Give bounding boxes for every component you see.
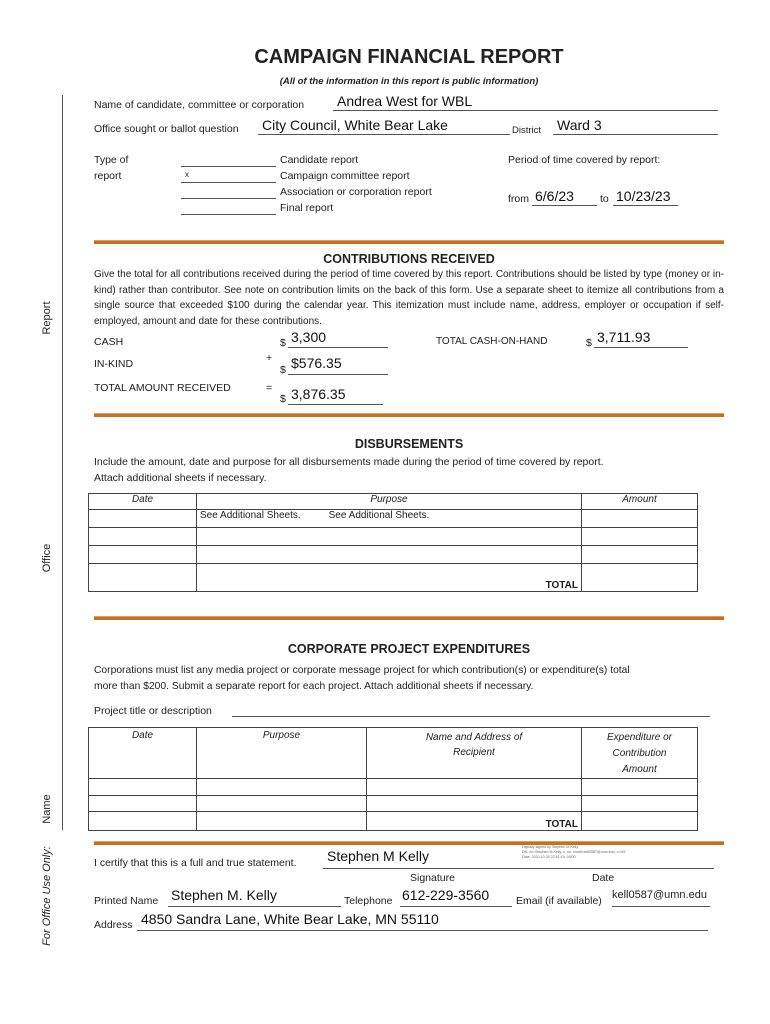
total-amount-cell[interactable]	[582, 812, 698, 831]
purpose-cell[interactable]	[197, 812, 367, 831]
purpose-cell[interactable]	[197, 779, 367, 796]
column-header-amount: Amount	[582, 494, 698, 510]
side-label-office: Office	[41, 543, 53, 573]
type-label-2: report	[94, 170, 122, 182]
date-cell[interactable]	[89, 528, 197, 546]
email-line	[612, 906, 710, 907]
printed-name-field[interactable]: Stephen M. Kelly	[171, 887, 277, 903]
project-title-field[interactable]	[232, 716, 710, 717]
section-divider	[94, 413, 724, 417]
date-cell[interactable]	[89, 546, 197, 564]
amount-cell[interactable]	[582, 546, 698, 564]
corporate-instructions-1: Corporations must list any media project or corporate message project for which contribution(s) or expenditure(s) total	[94, 665, 630, 676]
table-row	[89, 796, 698, 812]
total-amount-cell[interactable]	[582, 564, 698, 592]
printed-name-label: Printed Name	[94, 895, 159, 907]
telephone-field[interactable]: 612-229-3560	[402, 887, 490, 903]
purpose-cell[interactable]	[197, 546, 582, 564]
name-label: Name of candidate, committee or corporation	[94, 99, 305, 111]
disbursements-heading: DISBURSEMENTS	[354, 437, 464, 451]
type-option-line[interactable]	[181, 166, 276, 167]
name-field[interactable]: Andrea West for WBL	[337, 93, 473, 109]
date-cell[interactable]	[89, 779, 197, 796]
office-use-divider	[62, 95, 63, 830]
disbursements-table	[88, 493, 698, 592]
disbursements-instructions-2: Attach additional sheets if necessary.	[94, 472, 267, 484]
amount-cell[interactable]	[582, 779, 698, 796]
plus-sign: +	[266, 352, 273, 364]
disbursements-instructions-1: Include the amount, date and purpose for all disbursements made during the period of time covered by report.	[94, 456, 604, 468]
column-header-date: Date	[89, 728, 197, 779]
side-label-report: Report	[41, 301, 53, 335]
cash-line	[288, 347, 388, 348]
type-option-association: Association or corporation report	[280, 186, 432, 198]
table-row	[89, 528, 698, 546]
project-title-label: Project title or description	[94, 705, 212, 717]
recipient-cell[interactable]	[367, 779, 582, 796]
name-field-line	[333, 110, 718, 111]
dollar-sign: $	[280, 337, 286, 349]
equals-sign: =	[266, 382, 273, 394]
section-divider	[94, 841, 724, 845]
address-field[interactable]: 4850 Sandra Lane, White Bear Lake, MN 55110	[141, 911, 439, 927]
amount-cell[interactable]	[582, 796, 698, 812]
inkind-field[interactable]: $576.35	[291, 355, 342, 371]
column-header-purpose: Purpose	[197, 728, 367, 779]
total-label-cell: TOTAL	[367, 812, 582, 831]
side-label-office-use: For Office Use Only:	[41, 846, 53, 946]
district-field-line	[553, 134, 718, 135]
type-option-campaign-committee: Campaign committee report	[280, 170, 410, 182]
cash-on-hand-label: TOTAL CASH-ON-HAND	[436, 336, 548, 347]
section-divider	[94, 616, 724, 620]
address-line	[137, 930, 708, 931]
table-header-row	[89, 494, 698, 510]
side-label-name: Name	[41, 794, 53, 824]
column-header-expenditure: Expenditure or Contribution Amount	[582, 728, 698, 779]
type-label-1: Type of	[94, 154, 129, 166]
district-field[interactable]: Ward 3	[557, 117, 602, 133]
recipient-cell[interactable]	[367, 796, 582, 812]
telephone-line	[400, 906, 512, 907]
period-label: Period of time covered by report:	[508, 154, 661, 166]
office-field-line	[258, 134, 510, 135]
period-from-field[interactable]: 6/6/23	[535, 188, 574, 204]
certify-statement: I certify that this is a full and true statement.	[94, 857, 297, 869]
email-field[interactable]: kell0587@umn.edu	[612, 889, 707, 901]
signature-label: Signature	[410, 872, 455, 884]
corporate-instructions-2: more than $200. Submit a separate report for each project. Attach additional sheets if necessary.	[94, 681, 534, 692]
contributions-heading: CONTRIBUTIONS RECEIVED	[323, 252, 495, 266]
purpose-cell[interactable]	[197, 528, 582, 546]
column-header-recipient: Name and Address of Recipient	[367, 728, 582, 779]
digital-signature-line: Date: 2023.10.26 22:41:19 -05'00'	[522, 855, 577, 859]
total-received-label: TOTAL AMOUNT RECEIVED	[94, 382, 231, 394]
office-field[interactable]: City Council, White Bear Lake	[262, 117, 448, 133]
digital-signature-stamp	[522, 845, 626, 860]
cash-label: CASH	[94, 336, 124, 348]
column-header-purpose: Purpose	[197, 494, 582, 510]
signature-field[interactable]: Stephen M Kelly	[327, 848, 429, 864]
page-title: CAMPAIGN FINANCIAL REPORT	[254, 46, 564, 68]
type-option-line[interactable]	[181, 214, 276, 215]
inkind-label: IN-KIND	[94, 358, 134, 370]
column-header-date: Date	[89, 494, 197, 510]
section-divider	[94, 240, 724, 244]
table-header-row	[89, 728, 698, 779]
type-option-candidate: Candidate report	[280, 154, 359, 166]
table-total-row	[89, 564, 698, 592]
contributions-instructions: Give the total for all contributions received during the period of time covered by this report. Contributions should be listed by type (money or in-kind) rather than contributor. See note on contribution limits on the back of this form. Use a separate sheet to itemize all contributions from a single source that exceeded $100 during the calendar year. This itemization must include name, address, employer or occupation if self-employed, amount and date for these contributions.	[94, 269, 724, 327]
office-label: Office sought or ballot question	[94, 123, 239, 135]
total-label-cell: TOTAL	[197, 564, 582, 592]
cash-on-hand-field[interactable]: 3,711.93	[597, 329, 651, 345]
address-label: Address	[94, 919, 133, 931]
printed-name-line	[168, 906, 341, 907]
corporate-table	[88, 727, 698, 831]
dollar-sign: $	[280, 364, 286, 376]
cash-field[interactable]: 3,300	[291, 329, 327, 345]
corporate-heading: CORPORATE PROJECT EXPENDITURES	[287, 642, 531, 656]
date-cell[interactable]	[89, 796, 197, 812]
purpose-cell[interactable]	[197, 796, 367, 812]
signature-line	[323, 868, 714, 869]
table-row	[89, 779, 698, 796]
date-label: Date	[592, 872, 615, 884]
date-cell[interactable]	[89, 812, 197, 831]
inkind-line	[288, 374, 388, 375]
table-total-row	[89, 812, 698, 831]
purpose-value: See Additional Sheets.	[328, 510, 430, 521]
dollar-sign: $	[586, 337, 592, 349]
amount-cell[interactable]	[582, 510, 698, 528]
total-received-line	[288, 404, 383, 405]
period-to-field[interactable]: 10/23/23	[616, 188, 671, 204]
purpose-cell[interactable]	[197, 510, 582, 528]
date-cell[interactable]	[89, 564, 197, 592]
type-option-line[interactable]	[181, 198, 276, 199]
period-to-line	[613, 205, 678, 206]
purpose-value: See Additional Sheets.	[200, 510, 301, 521]
digital-signature-line: Digitally signed by Stephen M Kelly	[522, 845, 579, 849]
period-from-line	[532, 205, 597, 206]
total-received-field[interactable]: 3,876.35	[291, 386, 346, 402]
table-row	[89, 546, 698, 564]
telephone-label: Telephone	[344, 895, 393, 907]
district-label: District	[512, 125, 542, 136]
amount-cell[interactable]	[582, 528, 698, 546]
date-cell[interactable]	[89, 510, 197, 528]
type-option-final: Final report	[280, 202, 334, 214]
page-subtitle: (All of the information in this report is public information)	[279, 76, 539, 87]
email-label: Email (if available)	[516, 895, 602, 907]
period-from-label: from	[508, 193, 529, 205]
table-row	[89, 510, 698, 528]
dollar-sign: $	[280, 393, 286, 405]
type-option-mark: x	[185, 170, 189, 179]
period-to-label: to	[600, 193, 609, 205]
type-option-line[interactable]	[181, 182, 276, 183]
cash-on-hand-line	[594, 347, 688, 348]
digital-signature-line: DN: cn=Stephen M Kelly, o, ou, email=kell0587@umn.edu, c=US	[522, 850, 626, 854]
